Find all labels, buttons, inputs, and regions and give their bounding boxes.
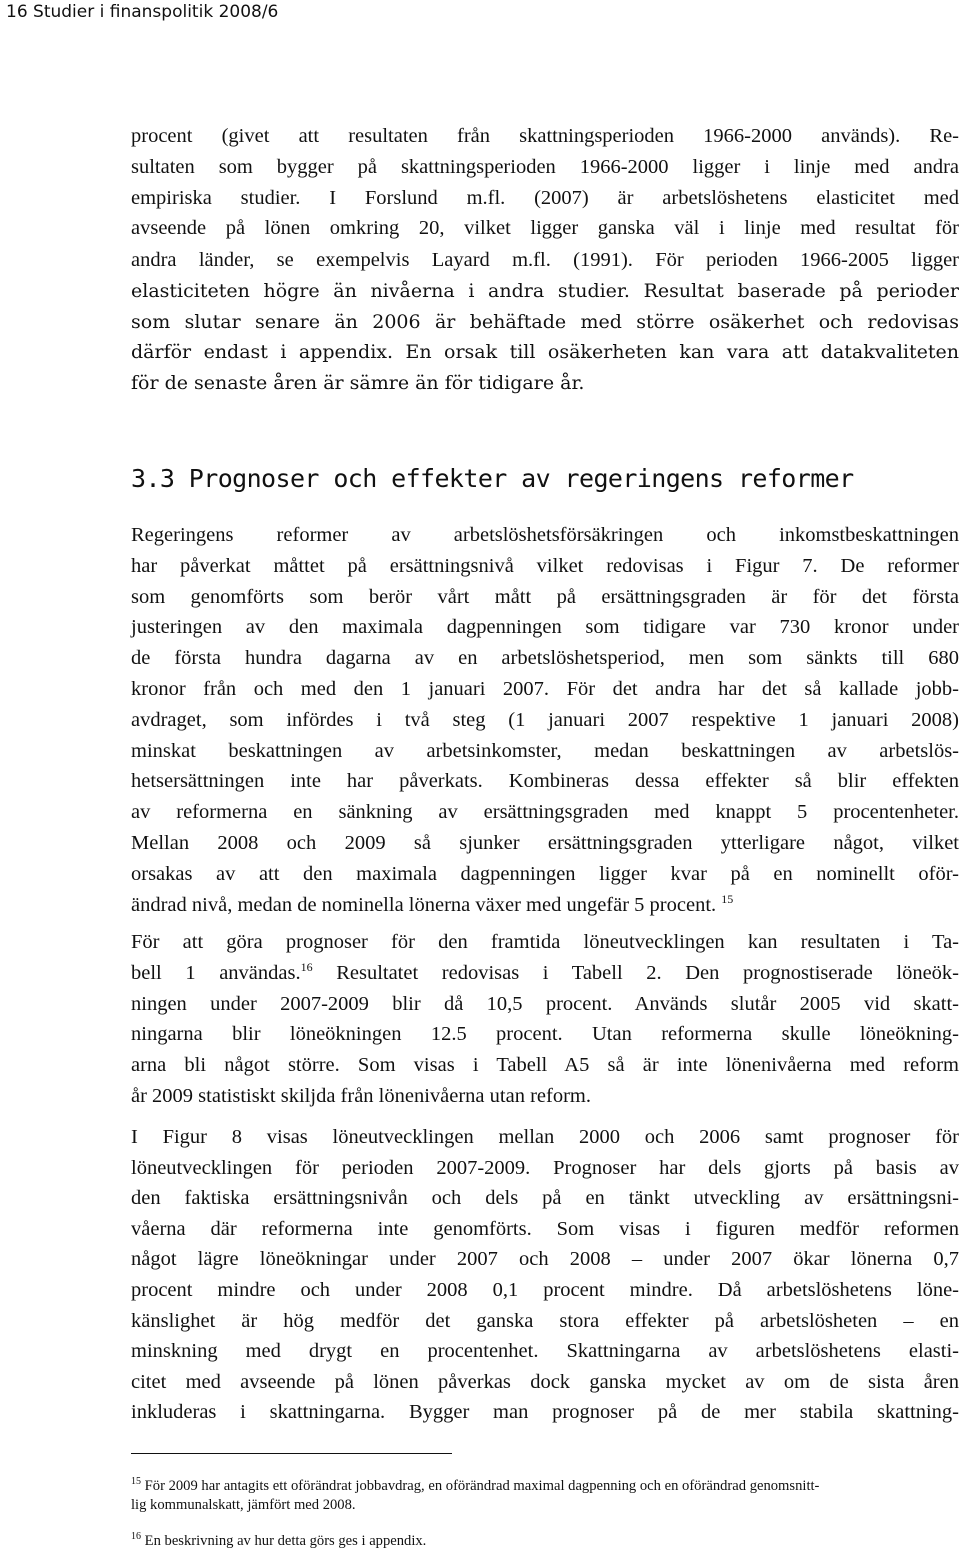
text-line [131,958,959,989]
text-line: arna bli något större. Som visas i Tabell A5 så är inte lönenivåerna med reform [131,1054,959,1077]
text-line: som slutar senare än 2006 är behäftade med större osäkerhet och redovisas [131,310,959,333]
paragraph-4 [131,1122,959,1428]
paragraph-3 [131,927,959,1112]
text-line: som genomförts som berör vårt mått på ersättningsgraden är för det första [131,585,959,608]
text-line: känslighet är hög medför det ganska stora effekter på arbetslösheten – en [131,1309,959,1332]
footnote-ref[interactable]: 15 [721,891,734,906]
footnote-line: lig kommunalskatt, jämfört med 2008. [131,1497,356,1513]
text-line: För att göra prognoser för den framtida löneutvecklingen kan resultaten i Ta- [131,931,959,953]
footnote-15 [131,1477,959,1515]
paragraph-1a [131,121,959,244]
text-line: citet med avseende på lönen påverkas dock ganska mycket av om de sista åren [131,1370,959,1393]
paragraph-2 [131,520,959,920]
text-segment: Resultatet redovisas i Tabell 2. Den prognostiserade löneök- [312,961,960,984]
text-line: för de senaste åren är sämre än för tidigare år. [131,372,585,395]
text-line: den faktiska ersättningsnivån och dels på en tänkt utveckling av ersättningsni- [131,1187,959,1210]
text-line: därför endast i appendix. En orsak till osäkerheten kan vara att datakvaliteten [131,341,959,364]
running-head: 16 Studier i finanspolitik 2008/6 [6,2,279,22]
footnote-line [131,1477,959,1496]
footnote-ref[interactable]: 16 [300,959,313,974]
text-line: avseende på lönen omkring 20, vilket ligger ganska väl i linje med resultat för [131,217,959,240]
paragraph-1b [131,245,959,399]
text-line: procent (givet att resultaten från skattningsperioden 1966-2000 används). Re- [131,125,959,147]
text-line: våerna där reformerna inte genomförts. Som visas i figuren medför reformen [131,1217,959,1240]
text-line: de första hundra dagarna av en arbetslöshetsperiod, men som sänkts till 680 [131,647,959,670]
text-line: inkluderas i skattningarna. Bygger man prognoser på de mer stabila skattning- [131,1401,959,1424]
text-line: procent mindre och under 2008 0,1 procent mindre. Då arbetslöshetens löne- [131,1278,959,1301]
footnote-number: 15 [131,1476,141,1488]
text-line: I Figur 8 visas löneutvecklingen mellan 2000 och 2006 samt prognoser för [131,1126,959,1148]
section-heading: 3.3 Prognoser och effekter av regeringens reformer [131,464,854,493]
text-line-content: ändrad nivå, medan de nominella lönerna växer med ungefär 5 procent. [131,893,717,916]
text-line: empiriska studier. I Forslund m.fl. (2007) är arbetslöshetens elasticitet med [131,186,959,209]
text-line: sultaten som bygger på skattningsperioden 1966-2000 ligger i linje med andra [131,155,959,178]
text-line: elasticiteten högre än nivåerna i andra studier. Resultat baserade på perioder [131,279,959,302]
text-line: något lägre löneökningar under 2007 och 2008 – under 2007 ökar lönerna 0,7 [131,1248,959,1271]
text-line: Mellan 2008 och 2009 så sjunker ersättningsgraden ytterligare något, vilket [131,831,959,854]
text-line [131,890,959,921]
text-line: avdraget, som infördes i två steg (1 januari 2007 respektive 1 januari 2008) [131,708,959,731]
text-line: kronor från och med den 1 januari 2007. För det andra har det så kallade jobb- [131,677,959,700]
text-line: löneutvecklingen för perioden 2007-2009. Prognoser har dels gjorts på basis av [131,1156,959,1179]
text-line: minskning med drygt en procentenhet. Skattningarna av arbetslöshetens elasti- [131,1340,959,1363]
text-line: minskat beskattningen av arbetsinkomster, medan beskattningen av arbetslös- [131,739,959,762]
footnote-line [131,1532,959,1551]
text-line: år 2009 statistiskt skiljda från lönenivåerna utan reform. [131,1084,591,1107]
text-line: har påverkat måttet på ersättningsnivå vilket redovisas i Figur 7. De reformer [131,554,959,577]
text-line: ningarna blir löneökningen 12.5 procent. Utan reformerna skulle löneökning- [131,1023,959,1046]
text-line: hetsersättningen inte har påverkats. Kombineras dessa effekter så blir effekten [131,770,959,793]
footnote-text: För 2009 har antagits ett oförändrat jobbavdrag, en oförändrad maximal dagpenning och en oförändrad genomsnitt- [144,1478,820,1494]
text-line: av reformerna en sänkning av ersättningsgraden med knappt 5 procentenheter. [131,801,959,824]
text-line: orsakas av att den maximala dagpenningen ligger kvar på en nominellt oför- [131,862,959,885]
text-line: justeringen av den maximala dagpenningen som tidigare var 730 kronor under [131,616,959,639]
text-segment: bell 1 användas. [131,961,301,984]
text-line: Regeringens reformer av arbetslöshetsförsäkringen och inkomstbeskattningen [131,524,959,546]
footnote-16 [131,1532,959,1551]
footnote-divider [131,1453,452,1454]
footnote-number: 16 [131,1531,141,1543]
text-line: ningen under 2007-2009 blir då 10,5 procent. Används slutår 2005 vid skatt- [131,992,959,1015]
footnote-text: En beskrivning av hur detta görs ges i appendix. [144,1533,427,1549]
text-line: andra länder, se exempelvis Layard m.fl. (1991). För perioden 1966-2005 ligger [131,249,959,271]
